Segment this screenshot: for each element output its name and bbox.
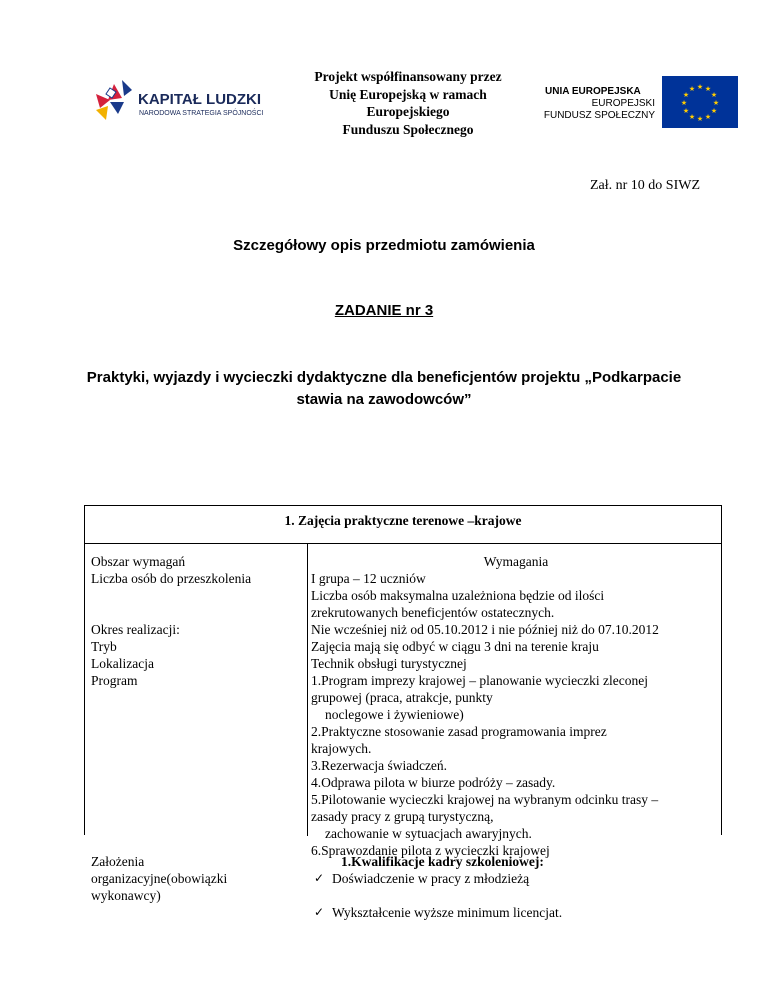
mode-value: Zajęcia mają się odbyć w ciągu 3 dni na terenie kraju xyxy=(311,639,599,654)
program-line: 2.Praktyczne stosowanie zasad programowania imprez xyxy=(311,724,607,739)
program-line: 5.Pilotowanie wycieczki krajowej na wybranym odcinku trasy – xyxy=(311,792,659,807)
label-mode: Tryb xyxy=(91,639,117,654)
group-note-line: zrekrutowanych beneficjentów ostatecznych. xyxy=(311,605,555,620)
group-note xyxy=(311,587,721,621)
svg-text:★: ★ xyxy=(710,107,718,115)
program-line: 4.Odprawa pilota w biurze podróży – zasady. xyxy=(311,775,556,790)
kapital-ludzki-title: KAPITAŁ LUDZKI xyxy=(138,91,262,108)
table-heading: 1. Zajęcia praktyczne terenowe –krajowe xyxy=(85,506,721,544)
group-size: I grupa – 12 uczniów xyxy=(311,571,426,586)
svg-text:★: ★ xyxy=(712,99,720,107)
eu-logo xyxy=(526,68,752,134)
svg-text:★: ★ xyxy=(688,113,696,121)
cofinancing-line: Projekt współfinansowany przez xyxy=(314,69,502,84)
svg-text:★: ★ xyxy=(682,91,690,99)
qualification-item: ✓ Wykształcenie wyższe minimum licencjat. xyxy=(311,904,721,921)
program-line: zachowanie w sytuacjach awaryjnych. xyxy=(325,826,532,841)
attachment-number: Zał. nr 10 do SIWZ xyxy=(589,178,700,193)
task-number: ZADANIE nr 3 xyxy=(334,302,434,319)
program-list xyxy=(311,672,721,859)
svg-text:★: ★ xyxy=(682,107,690,115)
kapital-ludzki-subtitle: NARODOWA STRATEGIA SPÓJNOŚCI xyxy=(139,110,264,117)
svg-text:★: ★ xyxy=(704,85,712,93)
subject-line: stawia na zawodowców” xyxy=(296,391,472,408)
cofinancing-line: Unię Europejską w ramach xyxy=(329,86,487,102)
svg-text:★: ★ xyxy=(696,115,704,123)
qualifications-header: 1.Kwalifikacje kadry szkoleniowej: xyxy=(341,854,544,869)
label-location: Lokalizacja xyxy=(91,656,154,671)
svg-text:★: ★ xyxy=(688,85,696,93)
subject-heading xyxy=(0,367,768,411)
document-title: Szczegółowy opis przedmiotu zamówienia xyxy=(233,237,535,254)
subject-line: Praktyki, wyjazdy i wycieczki dydaktyczne dla beneficjentów projektu „Podkarpacie xyxy=(86,369,682,386)
program-line: grupowej (praca, atrakcje, punkty xyxy=(311,690,493,705)
requirements-table xyxy=(84,505,722,920)
svg-text:★: ★ xyxy=(710,91,718,99)
label-participants: Liczba osób do przeszkolenia xyxy=(91,571,252,586)
eu-flag-icon xyxy=(662,76,738,128)
program-line: 3.Rezerwacja świadczeń. xyxy=(311,758,448,773)
group-note-line: Liczba osób maksymalna uzależniona będzie od ilości xyxy=(311,588,605,603)
label-program: Program xyxy=(91,673,138,688)
cofinancing-text xyxy=(286,68,530,138)
eu-fund-line: FUNDUSZ SPOŁECZNY xyxy=(543,110,655,121)
svg-text:★: ★ xyxy=(704,113,712,121)
eu-title: UNIA EUROPEJSKA xyxy=(545,86,641,97)
label-assumptions-line: Założenia xyxy=(91,854,145,869)
program-line: krajowych. xyxy=(311,741,372,756)
svg-text:★: ★ xyxy=(680,99,688,107)
svg-text:★: ★ xyxy=(696,83,704,91)
column-divider xyxy=(307,544,308,836)
requirements-header: Wymagania xyxy=(483,554,549,569)
qualification-item: ✓ Doświadczenie w pracy z młodzieżą xyxy=(311,870,721,887)
label-assumptions-line: wykonawcy) xyxy=(91,888,161,903)
location-value: Technik obsługi turystycznej xyxy=(311,656,467,671)
cofinancing-line: Europejskiego xyxy=(366,104,450,119)
label-assumptions-line: organizacyjne(obowiązki xyxy=(91,871,228,886)
label-period: Okres realizacji: xyxy=(91,622,180,637)
program-line: 1.Program imprezy krajowej – planowanie wycieczki zleconej xyxy=(311,673,648,688)
cofinancing-line: Funduszu Społecznego xyxy=(342,121,474,137)
label-assumptions xyxy=(91,853,303,904)
program-line: noclegowe i żywieniowe) xyxy=(325,707,464,722)
program-line: 6.Sprawozdanie pilota z wycieczki krajowej xyxy=(311,843,550,858)
program-line: zasady pracy z grupą turystyczną, xyxy=(311,809,494,824)
eu-fund-line: EUROPEJSKI xyxy=(591,98,655,109)
label-area: Obszar wymagań xyxy=(91,554,186,569)
period-value: Nie wcześniej niż od 05.10.2012 i nie później niż do 07.10.2012 xyxy=(311,622,659,637)
